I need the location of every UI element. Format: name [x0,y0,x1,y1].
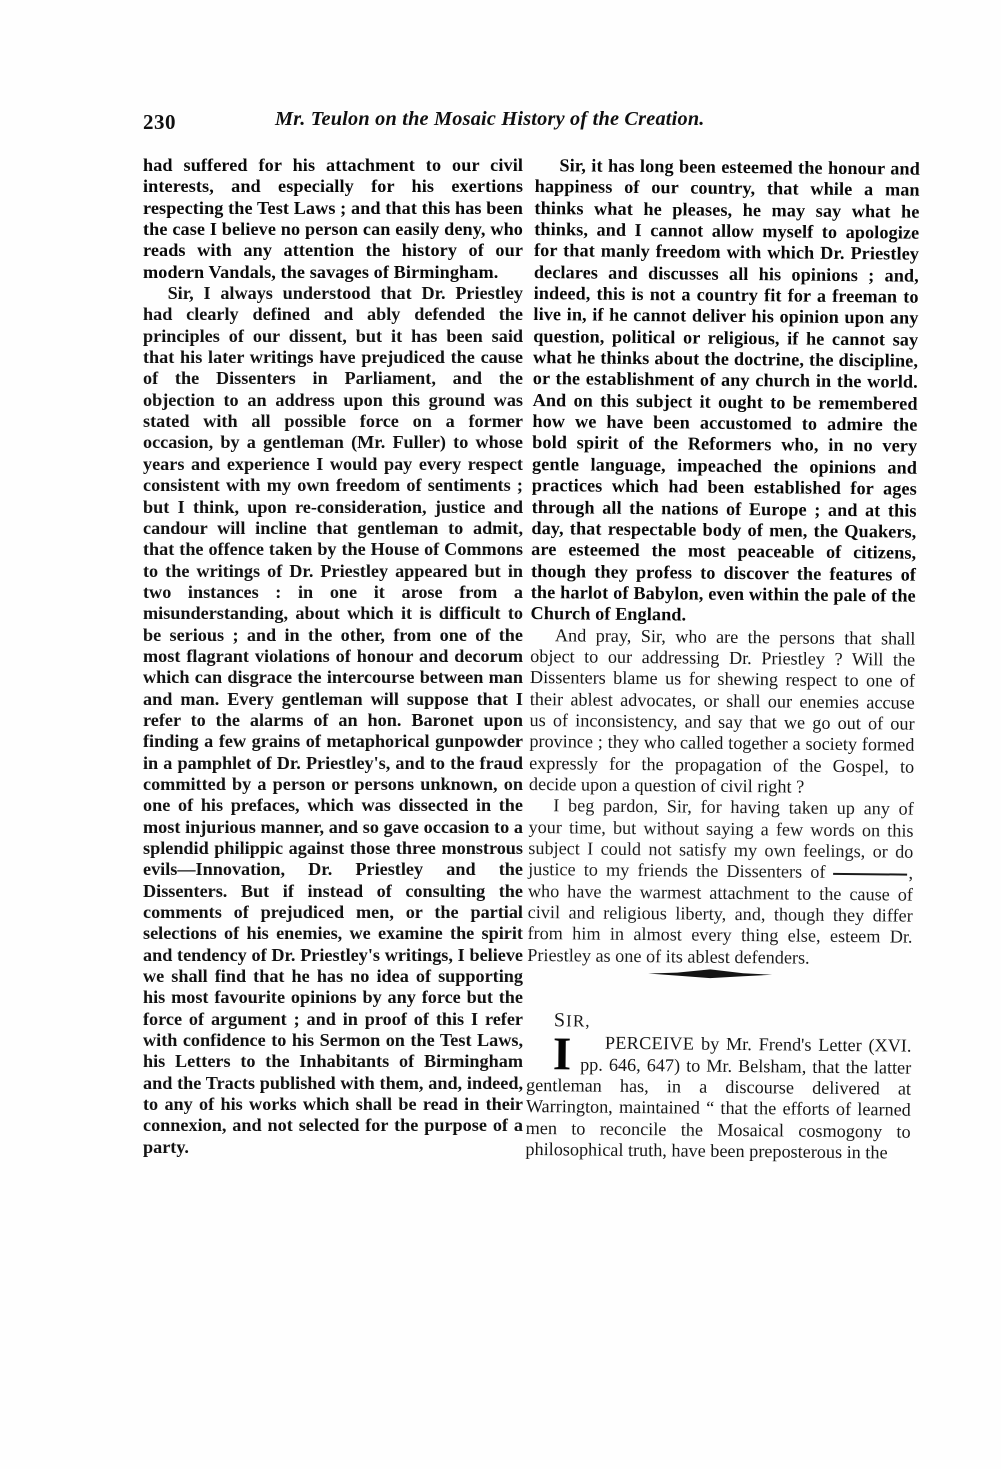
page-folio: 230 [143,110,176,134]
letter-first-word: PERCEIVE [604,1033,695,1054]
salutation-initial: S [553,1009,567,1032]
lozenge-ornament-divider [647,967,773,980]
drop-cap-initial: I [552,1028,572,1081]
running-title: Mr. Teulon on the Mosaic History of the Creation. [275,108,705,130]
paragraph: Sir, I always understood that Dr. Priestley had clearly defined and ably defended the principles of our dissent, but it has been said that his later writings have prejudiced the cause of the Dissenters in Parliament, and the objection to an address upon this ground was stated with all possible force on a former occasion, by a gentleman (Mr. Fuller) to whose years and experience I would pay every respect consistent with my own freedom of sentiments ; but I think, upon re-consideration, justice and candour will incline that gentleman to admit, that the offence taken by the House of Commons to the writings of Dr. Priestley appeared but in two instances : in one it arose from a misunderstanding, about which it is difficult to be serious ; and in the other, from one of the most flagrant violations of honour and decorum which can disgrace the intercourse between man and man. Every gentleman will suppose that I refer to the alarms of an hon. Baronet upon finding a few grains of metaphorical gunpowder in a pamphlet of Dr. Priestley's, and to the fraud committed by a person or persons unknown, on one of his prefaces, which was dissected in the most injurious manner, and so gave occasion to a splendid philippic against those three monstrous evils—Innovation, Dr. Priestley and the Dissenters. But if instead of consulting the comments of prejudiced men, or the partial selections of his enemies, we examine the spirit and tendency of Dr. Priestley's writings, I believe we shall find that he has no idea of supporting his most favourite opinions by any force but the force of argument ; and in proof of this I refer with confidence to his Sermon on the Test Laws, his Letters to the Inhabitants of Birmingham and the Tracts published with them, and, indeed, to any of his works which shall be read in their connexion, and not selected for the purpose of a party. [143,283,523,1157]
paragraph: had suffered for his attachment to our civil interests, and especially for his exertions respecting the Test Laws ; and that this has been the case I believe no person can easily deny, who reads with any attention the history of our modern Vandals, the savages of Birmingham. [143,155,523,282]
letter-body-text: by Mr. Frend's Letter (XVI. pp. 646, 647) to Mr. Belsham, that the latter gentleman has, in a discourse delivered at Warrington, maintained “ that the efforts of learned men to reconcile the Mosaical cosmogony to philosophical truth, have been preposterous in the [525,1033,912,1163]
salutation-rest: IR, [566,1011,591,1031]
paragraph: Sir, it has long been esteemed the honour and happiness of our country, that while a man thinks what he pleases, he may say what he thinks, and I cannot allow myself to apologize for that manly freedom with which Dr. Priestley declares and discusses all his opinions ; and, indeed, this is not a country fit for a freeman to live in, if he cannot deliver his opinion upon any question, political or religious, if he cannot say what he thinks about the doctrine, the discipline, or the establishment of any church in the world. And on this subject it ought to be remembered how we have been accustomed to admire the bold spirit of the Reformers who, in no very gentle language, impeached the opinions and practices which had been established for ages through all the nations of Europe ; and at this day, that respectable body of men, the Quakers, are esteemed the most peaceable of citizens, though they profess to discover the features of the harlot of Babylon, even within the pale of the Church of England. [530,155,920,625]
right-column [525,155,920,1164]
paragraph: And pray, Sir, who are the persons that shall object to our addressing Dr. Priestley ? Will the Dissenters blame us for shewing respect to one of their ablest advocates, or shall our enemies accuse us of inconsistency, and say that we go out of our province ; they who called together a society formed expressly for the propagation of the Gospel, to decide upon a question of civil right ? [528,624,916,797]
paragraph-with-redaction [527,795,914,969]
paragraph-text-before-rule: I beg pardon, Sir, for having taken up any of your time, but without saying a few words on this subject I could not satisfy my own feelings, or do justice to my friends the Dissenters of [528,795,914,883]
paragraph-text-after-rule: , who have the warmest attachment to the cause of civil and religious liberty, and, though they differ from him in almost every thing else, esteem Dr. Priestley as one of its ablest defenders. [527,862,914,968]
letter-salutation [527,1010,912,1035]
running-head [143,108,933,138]
redaction-rule [834,873,908,876]
left-column [143,155,523,1158]
letter-body-paragraph [525,1028,912,1164]
